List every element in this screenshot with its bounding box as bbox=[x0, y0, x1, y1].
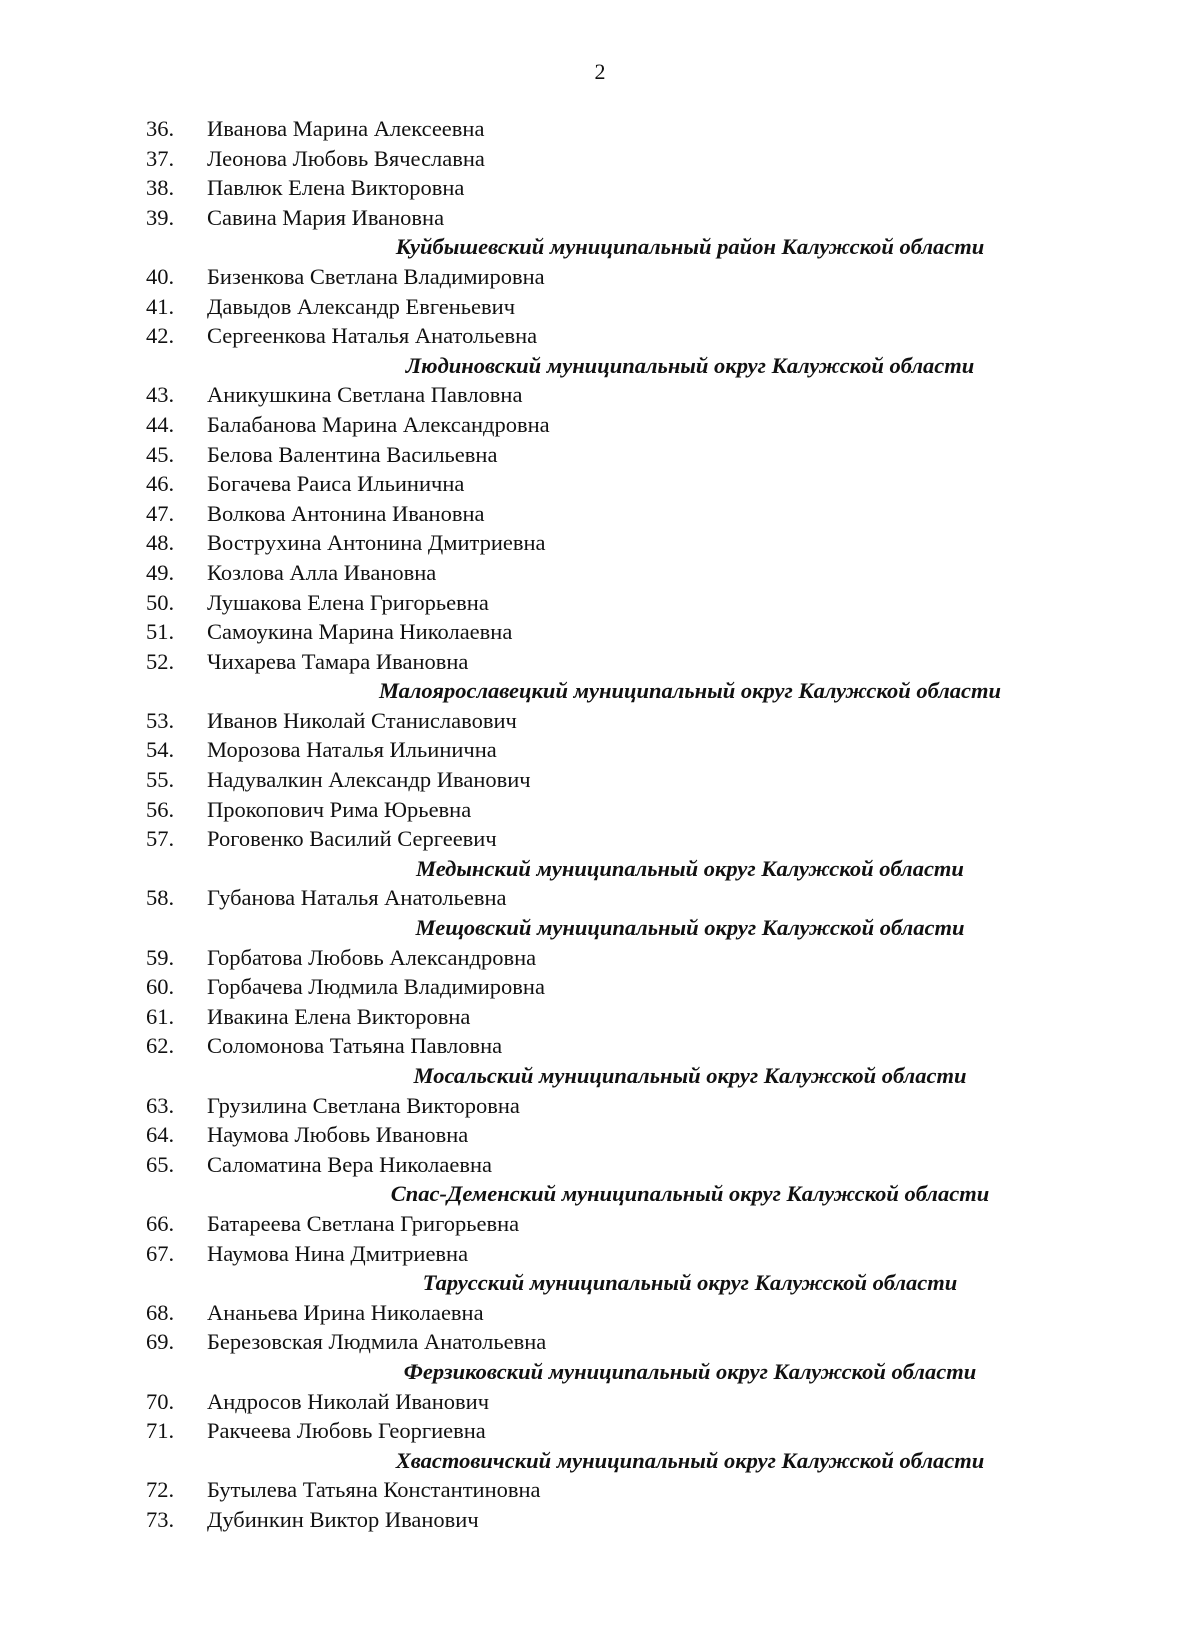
list-item bbox=[0, 706, 1200, 736]
section-heading bbox=[0, 1179, 1200, 1209]
section-heading-title: Медынский муниципальный округ Калужской области bbox=[416, 855, 964, 881]
list-item-number: 47. bbox=[146, 500, 175, 526]
section-heading bbox=[0, 1061, 1200, 1091]
list-item-name: Грузилина Светлана Викторовна bbox=[207, 1092, 520, 1118]
list-item-number: 37. bbox=[146, 145, 175, 171]
list-item-number: 73. bbox=[146, 1506, 175, 1532]
list-item-name: Иванова Марина Алексеевна bbox=[207, 116, 485, 141]
list-item-name: Вострухина Антонина Дмитриевна bbox=[207, 530, 546, 556]
list-item bbox=[0, 1475, 1200, 1505]
list-item bbox=[0, 1327, 1200, 1357]
list-item bbox=[0, 1091, 1200, 1121]
list-item-name: Бизенкова Светлана Владимировна bbox=[207, 263, 545, 289]
list-item-name: Соломонова Татьяна Павловна bbox=[207, 1033, 503, 1059]
list-item-number: 36. bbox=[146, 116, 175, 141]
list-item bbox=[0, 1239, 1200, 1269]
list-item-name: Ананьева Ирина Николаевна bbox=[207, 1299, 484, 1325]
list-item-number: 68. bbox=[146, 1299, 175, 1325]
list-item bbox=[0, 647, 1200, 677]
list-item-name: Горбачева Людмила Владимировна bbox=[207, 974, 545, 1000]
list-item-name: Давыдов Александр Евгеньевич bbox=[207, 293, 516, 319]
list-item bbox=[0, 765, 1200, 795]
list-item-name: Наумова Любовь Ивановна bbox=[207, 1122, 469, 1148]
list-item-name: Ивакина Елена Викторовна bbox=[207, 1003, 471, 1029]
list-item-name: Козлова Алла Ивановна bbox=[207, 559, 437, 585]
list-item-name: Морозова Наталья Ильинична bbox=[207, 737, 497, 763]
list-item bbox=[0, 943, 1200, 973]
list-item-number: 58. bbox=[146, 885, 175, 911]
list-item-number: 59. bbox=[146, 944, 175, 970]
list-item bbox=[0, 824, 1200, 854]
list-item-number: 40. bbox=[146, 263, 175, 289]
list-item-name: Савина Мария Ивановна bbox=[207, 204, 445, 230]
list-item-number: 60. bbox=[146, 974, 175, 1000]
list-item bbox=[0, 469, 1200, 499]
list-item-name: Дубинкин Виктор Иванович bbox=[207, 1506, 479, 1532]
list-item-name: Прокопович Рима Юрьевна bbox=[207, 796, 472, 822]
list-item bbox=[0, 558, 1200, 588]
list-item-name: Батареева Светлана Григорьевна bbox=[207, 1210, 520, 1236]
list-item bbox=[0, 380, 1200, 410]
list-item bbox=[0, 1031, 1200, 1061]
list-item bbox=[0, 262, 1200, 292]
list-item-number: 67. bbox=[146, 1240, 175, 1266]
list-item-number: 52. bbox=[146, 648, 175, 674]
list-item-name: Леонова Любовь Вячеславна bbox=[207, 145, 485, 171]
list-item-number: 53. bbox=[146, 707, 175, 733]
list-item-number: 50. bbox=[146, 589, 175, 615]
section-heading-title: Спас-Деменский муниципальный округ Калужской области bbox=[390, 1181, 990, 1207]
list-item-name: Павлюк Елена Викторовна bbox=[207, 175, 465, 201]
list-item-number: 64. bbox=[146, 1122, 175, 1148]
list-item-number: 46. bbox=[146, 471, 175, 497]
section-heading bbox=[0, 1446, 1200, 1476]
section-heading-title: Мосальский муниципальный округ Калужской области bbox=[413, 1063, 967, 1088]
list-item bbox=[0, 528, 1200, 558]
list-item-number: 45. bbox=[146, 441, 175, 467]
page-number: 2 bbox=[594, 59, 606, 84]
list-item-name: Надувалкин Александр Иванович bbox=[207, 767, 531, 793]
list-item-name: Лушакова Елена Григорьевна bbox=[207, 589, 489, 615]
list-item-number: 41. bbox=[146, 293, 175, 319]
list-item-name: Богачева Раиса Ильинична bbox=[207, 471, 465, 497]
section-heading-title: Ферзиковский муниципальный округ Калужской области bbox=[403, 1358, 977, 1384]
list-item-number: 43. bbox=[146, 382, 175, 408]
list-item-number: 55. bbox=[146, 767, 175, 793]
section-heading bbox=[0, 1268, 1200, 1298]
list-item bbox=[0, 203, 1200, 233]
list-item bbox=[0, 1387, 1200, 1417]
list-item-name: Саломатина Вера Николаевна bbox=[207, 1151, 492, 1177]
list-item bbox=[0, 735, 1200, 765]
list-item bbox=[0, 795, 1200, 825]
list-item bbox=[0, 144, 1200, 174]
list-item-number: 70. bbox=[146, 1388, 175, 1414]
section-heading-title: Людиновский муниципальный округ Калужской области bbox=[405, 352, 975, 378]
list-item-number: 54. bbox=[146, 737, 175, 763]
list-item-name: Бутылева Татьяна Константиновна bbox=[207, 1477, 541, 1503]
list-item-number: 63. bbox=[146, 1092, 175, 1118]
list-item-number: 38. bbox=[146, 175, 175, 201]
list-item-name: Роговенко Василий Сергеевич bbox=[207, 826, 497, 852]
list-item-name: Ракчеева Любовь Георгиевна bbox=[207, 1418, 486, 1444]
section-heading bbox=[0, 232, 1200, 262]
list-item-name: Самоукина Марина Николаевна bbox=[207, 619, 513, 645]
list-item bbox=[0, 1120, 1200, 1150]
list-item bbox=[0, 1150, 1200, 1180]
section-heading bbox=[0, 676, 1200, 706]
list-item-name: Губанова Наталья Анатольевна bbox=[207, 885, 507, 911]
list-item bbox=[0, 972, 1200, 1002]
list-item bbox=[0, 617, 1200, 647]
list-item bbox=[0, 114, 1200, 144]
list-item-number: 66. bbox=[146, 1210, 175, 1236]
list-item-number: 57. bbox=[146, 826, 175, 852]
list-item-number: 39. bbox=[146, 204, 175, 230]
section-heading bbox=[0, 1357, 1200, 1387]
list-item-number: 69. bbox=[146, 1329, 175, 1355]
list-item-name: Сергеенкова Наталья Анатольевна bbox=[207, 323, 538, 349]
list-item bbox=[0, 588, 1200, 618]
list-item bbox=[0, 499, 1200, 529]
list-item-name: Волкова Антонина Ивановна bbox=[207, 500, 485, 526]
list-item-number: 65. bbox=[146, 1151, 175, 1177]
list-item-number: 44. bbox=[146, 411, 175, 437]
section-heading-title: Мещовский муниципальный округ Калужской области bbox=[415, 915, 965, 941]
section-heading bbox=[0, 913, 1200, 943]
list-item-number: 72. bbox=[146, 1477, 175, 1503]
list-item bbox=[0, 440, 1200, 470]
list-item-name: Чихарева Тамара Ивановна bbox=[207, 648, 469, 674]
list-item-number: 71. bbox=[146, 1418, 175, 1444]
list-item-name: Балабанова Марина Александровна bbox=[207, 411, 550, 437]
section-heading-title: Малоярославецкий муниципальный округ Калужской области bbox=[378, 678, 1002, 704]
list-item-name: Белова Валентина Васильевна bbox=[207, 441, 498, 467]
section-heading-title: Хвастовичский муниципальный округ Калужской области bbox=[395, 1447, 985, 1473]
list-item bbox=[0, 292, 1200, 322]
list-item-number: 49. bbox=[146, 559, 175, 585]
list-item bbox=[0, 1298, 1200, 1328]
list-item bbox=[0, 410, 1200, 440]
section-heading-title: Тарусский муниципальный округ Калужской области bbox=[422, 1270, 958, 1296]
section-heading bbox=[0, 351, 1200, 381]
list-item-name: Горбатова Любовь Александровна bbox=[207, 944, 537, 970]
list-item-number: 61. bbox=[146, 1003, 175, 1029]
person-list bbox=[0, 114, 1200, 1535]
section-heading bbox=[0, 854, 1200, 884]
list-item-name: Иванов Николай Станиславович bbox=[207, 707, 517, 733]
list-item-name: Аникушкина Светлана Павловна bbox=[207, 382, 523, 408]
list-item-number: 42. bbox=[146, 323, 175, 349]
list-item-number: 56. bbox=[146, 796, 175, 822]
list-item bbox=[0, 1209, 1200, 1239]
list-item bbox=[0, 1002, 1200, 1032]
list-item-number: 62. bbox=[146, 1033, 175, 1059]
list-item-number: 51. bbox=[146, 619, 175, 645]
list-item-name: Березовская Людмила Анатольевна bbox=[207, 1329, 547, 1355]
list-item bbox=[0, 1416, 1200, 1446]
list-item-number: 48. bbox=[146, 530, 175, 556]
list-item-name: Андросов Николай Иванович bbox=[207, 1388, 490, 1414]
section-heading-title: Куйбышевский муниципальный район Калужской области bbox=[395, 234, 985, 260]
list-item bbox=[0, 1505, 1200, 1535]
list-item bbox=[0, 883, 1200, 913]
list-item bbox=[0, 321, 1200, 351]
list-item bbox=[0, 173, 1200, 203]
list-item-name: Наумова Нина Дмитриевна bbox=[207, 1240, 469, 1266]
